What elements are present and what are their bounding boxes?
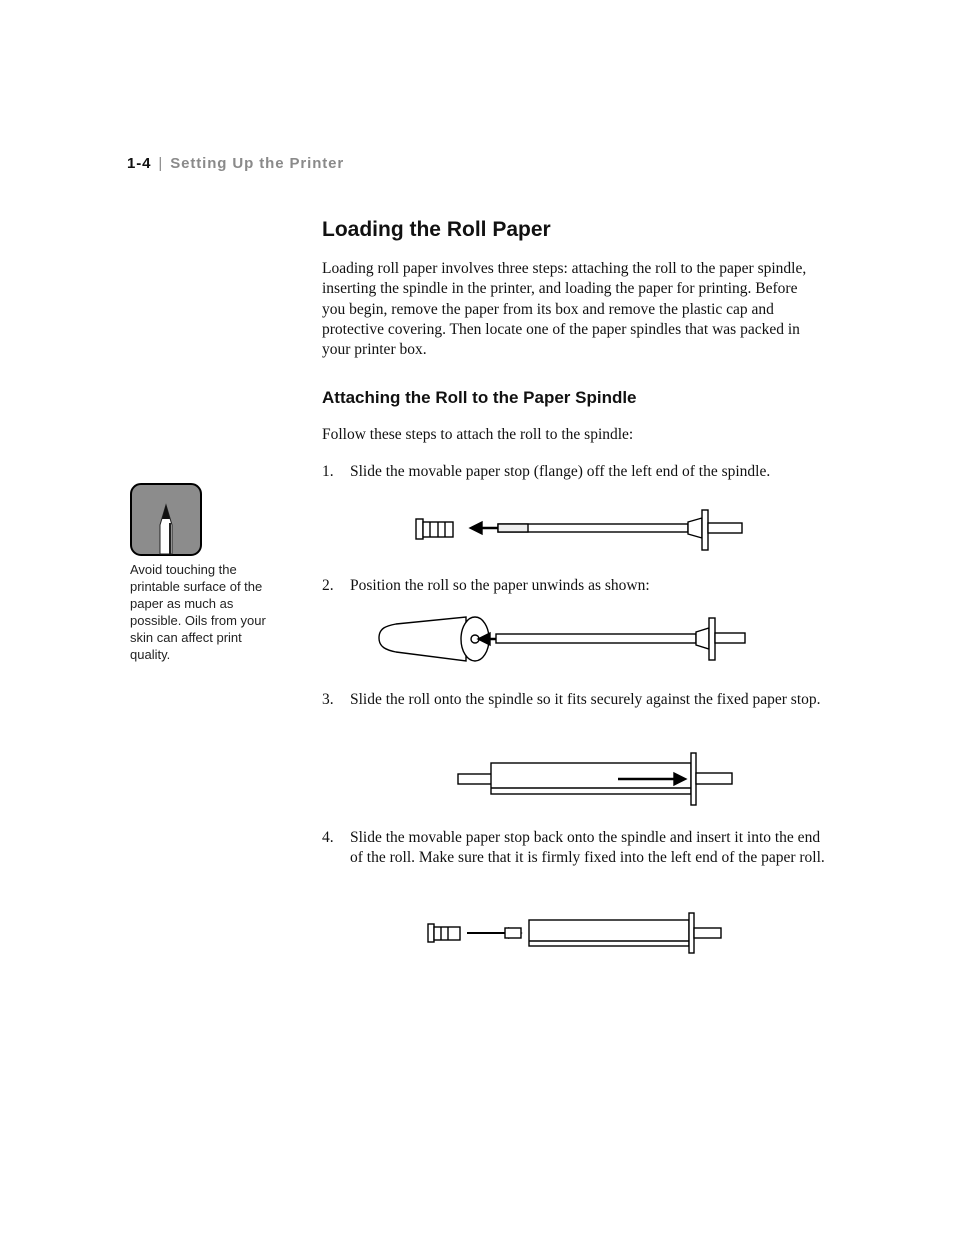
paper-roll bbox=[379, 617, 489, 661]
steps-intro: Follow these steps to attach the roll to the spindle: bbox=[322, 426, 634, 443]
step-text: Slide the roll onto the spindle so it fits securely against the fixed paper stop. bbox=[350, 691, 821, 708]
step-text: Slide the movable paper stop (flange) off the left end of the spindle. bbox=[350, 463, 771, 480]
page-header bbox=[127, 155, 344, 172]
step-text: Slide the movable paper stop back onto the spindle and insert it into the end of the roll. Make sure that it is firmly fixed into the left end of the paper roll. bbox=[350, 829, 825, 867]
step-number: 1. bbox=[322, 463, 334, 480]
movable-flange bbox=[416, 519, 453, 539]
header-separator: | bbox=[158, 155, 164, 172]
paper-roll bbox=[529, 920, 689, 946]
section-title: Setting Up the Printer bbox=[170, 155, 345, 172]
step-number: 2. bbox=[322, 577, 334, 594]
subheading: Attaching the Roll to the Paper Spindle bbox=[322, 388, 637, 407]
spindle bbox=[496, 618, 745, 660]
page-title: Loading the Roll Paper bbox=[322, 218, 551, 241]
figure-remove-flange bbox=[412, 505, 747, 555]
page-number: 1-4 bbox=[127, 155, 152, 172]
step-number: 3. bbox=[322, 691, 334, 708]
step-text: Position the roll so the paper unwinds as shown: bbox=[350, 577, 650, 594]
figure-position-roll bbox=[376, 614, 748, 664]
step-number: 4. bbox=[322, 829, 334, 846]
pencil-icon bbox=[130, 483, 202, 556]
margin-note-text: Avoid touching the printable surface of the paper as much as possible. Oils from your skin can affect print quality. bbox=[130, 562, 266, 662]
spindle bbox=[498, 510, 742, 550]
movable-flange bbox=[428, 924, 460, 942]
intro-paragraph: Loading roll paper involves three steps: attaching the roll to the paper spindle, inserting the spindle in the printer, and loading the paper for printing. Before you begin, remove the paper from its box and remove the plastic cap and protective covering. Then locate one of the paper spindles that was packed in your printer box. bbox=[322, 260, 807, 359]
figure-roll-on-spindle bbox=[456, 752, 736, 808]
figure-insert-flange bbox=[425, 912, 725, 954]
